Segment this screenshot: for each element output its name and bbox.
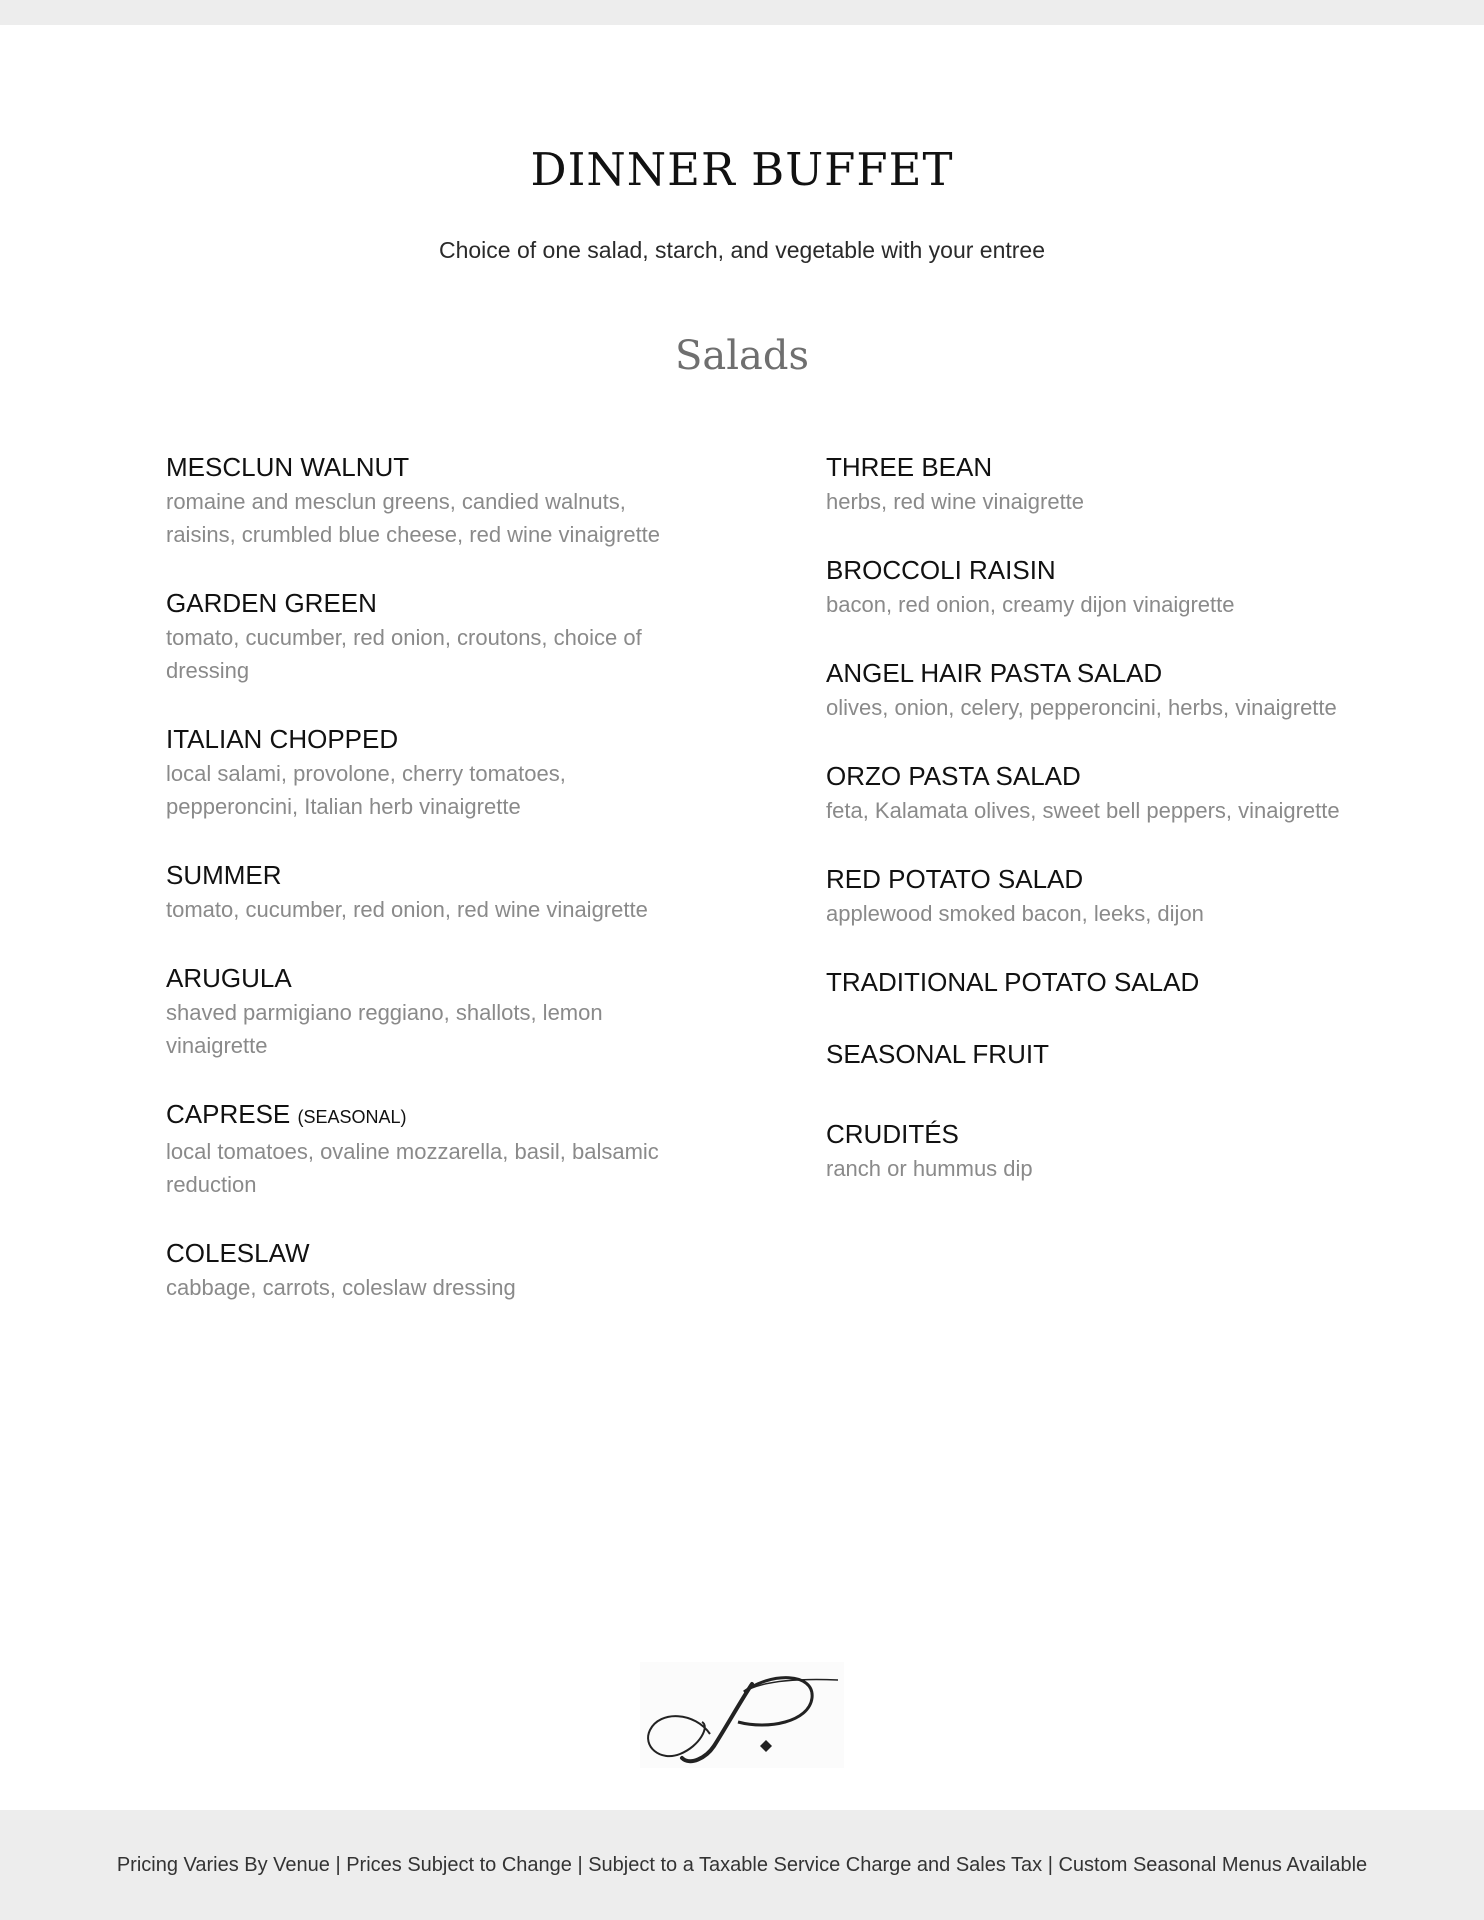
section-title-salads: Salads [674, 333, 810, 379]
script-p-monogram-icon [640, 1662, 844, 1768]
item-description: ranch or hummus dip [826, 1156, 1033, 1181]
menu-item [166, 1235, 686, 1304]
salad-column-right [826, 449, 1386, 1219]
item-name: SUMMER [166, 860, 282, 890]
p-monogram-logo [640, 1662, 844, 1768]
item-seasonal-note: (SEASONAL) [297, 1107, 407, 1127]
menu-item [826, 1116, 1386, 1185]
item-description: romaine and mesclun greens, candied walnuts, raisins, crumbled blue cheese, red wine vinaigrette [166, 489, 661, 547]
menu-item [166, 721, 686, 823]
item-name: BROCCOLI RAISIN [826, 555, 1056, 585]
item-name: MESCLUN WALNUT [166, 452, 410, 482]
footer [0, 1810, 1484, 1920]
item-name-row [166, 1096, 686, 1135]
item-description: bacon, red onion, creamy dijon vinaigrette [826, 592, 1235, 617]
salad-column-left [166, 449, 686, 1338]
menu-item [826, 758, 1386, 827]
item-name: CRUDITÉS [826, 1119, 959, 1149]
item-name: TRADITIONAL POTATO SALAD [826, 967, 1200, 997]
item-description: local tomatoes, ovaline mozzarella, basil, balsamic reduction [166, 1139, 659, 1197]
item-description: feta, Kalamata olives, sweet bell peppers, vinaigrette [826, 798, 1340, 823]
item-description: tomato, cucumber, red onion, red wine vinaigrette [166, 897, 648, 922]
menu-item [166, 585, 686, 687]
menu-item [826, 964, 1386, 1000]
menu-item [826, 552, 1386, 621]
item-name: GARDEN GREEN [166, 588, 377, 618]
item-name: THREE BEAN [826, 452, 993, 482]
item-name: ITALIAN CHOPPED [166, 724, 399, 754]
item-name: SEASONAL FRUIT [826, 1039, 1049, 1069]
menu-subtitle: Choice of one salad, starch, and vegetable with your entree [438, 237, 1046, 263]
item-description: tomato, cucumber, red onion, croutons, choice of dressing [166, 625, 642, 683]
item-description: shaved parmigiano reggiano, shallots, lemon vinaigrette [166, 1000, 603, 1058]
top-strip [0, 0, 1484, 25]
menu-item [826, 861, 1386, 930]
page-title: DINNER BUFFET [530, 143, 954, 196]
item-description: local salami, provolone, cherry tomatoes, pepperoncini, Italian herb vinaigrette [166, 761, 566, 819]
item-name: COLESLAW [166, 1238, 310, 1268]
menu-item [166, 857, 686, 926]
footer-text: Pricing Varies By Venue | Prices Subject to Change | Subject to a Taxable Service Charge and Sales Tax | Custom Seasonal Menus Available [116, 1854, 1368, 1876]
item-name: ANGEL HAIR PASTA SALAD [826, 658, 1163, 688]
menu-item [826, 449, 1386, 518]
item-name: RED POTATO SALAD [826, 864, 1084, 894]
menu-item [826, 1036, 1386, 1072]
menu-item [166, 960, 686, 1062]
item-description: olives, onion, celery, pepperoncini, herbs, vinaigrette [826, 695, 1337, 720]
menu-item [166, 449, 686, 551]
item-description: cabbage, carrots, coleslaw dressing [166, 1275, 516, 1300]
menu-item [826, 655, 1386, 724]
menu-item [166, 1096, 686, 1201]
item-description: herbs, red wine vinaigrette [826, 489, 1085, 514]
item-name: CAPRESE [166, 1099, 291, 1129]
item-name: ARUGULA [166, 963, 292, 993]
item-description: applewood smoked bacon, leeks, dijon [826, 901, 1204, 926]
item-name: ORZO PASTA SALAD [826, 761, 1081, 791]
